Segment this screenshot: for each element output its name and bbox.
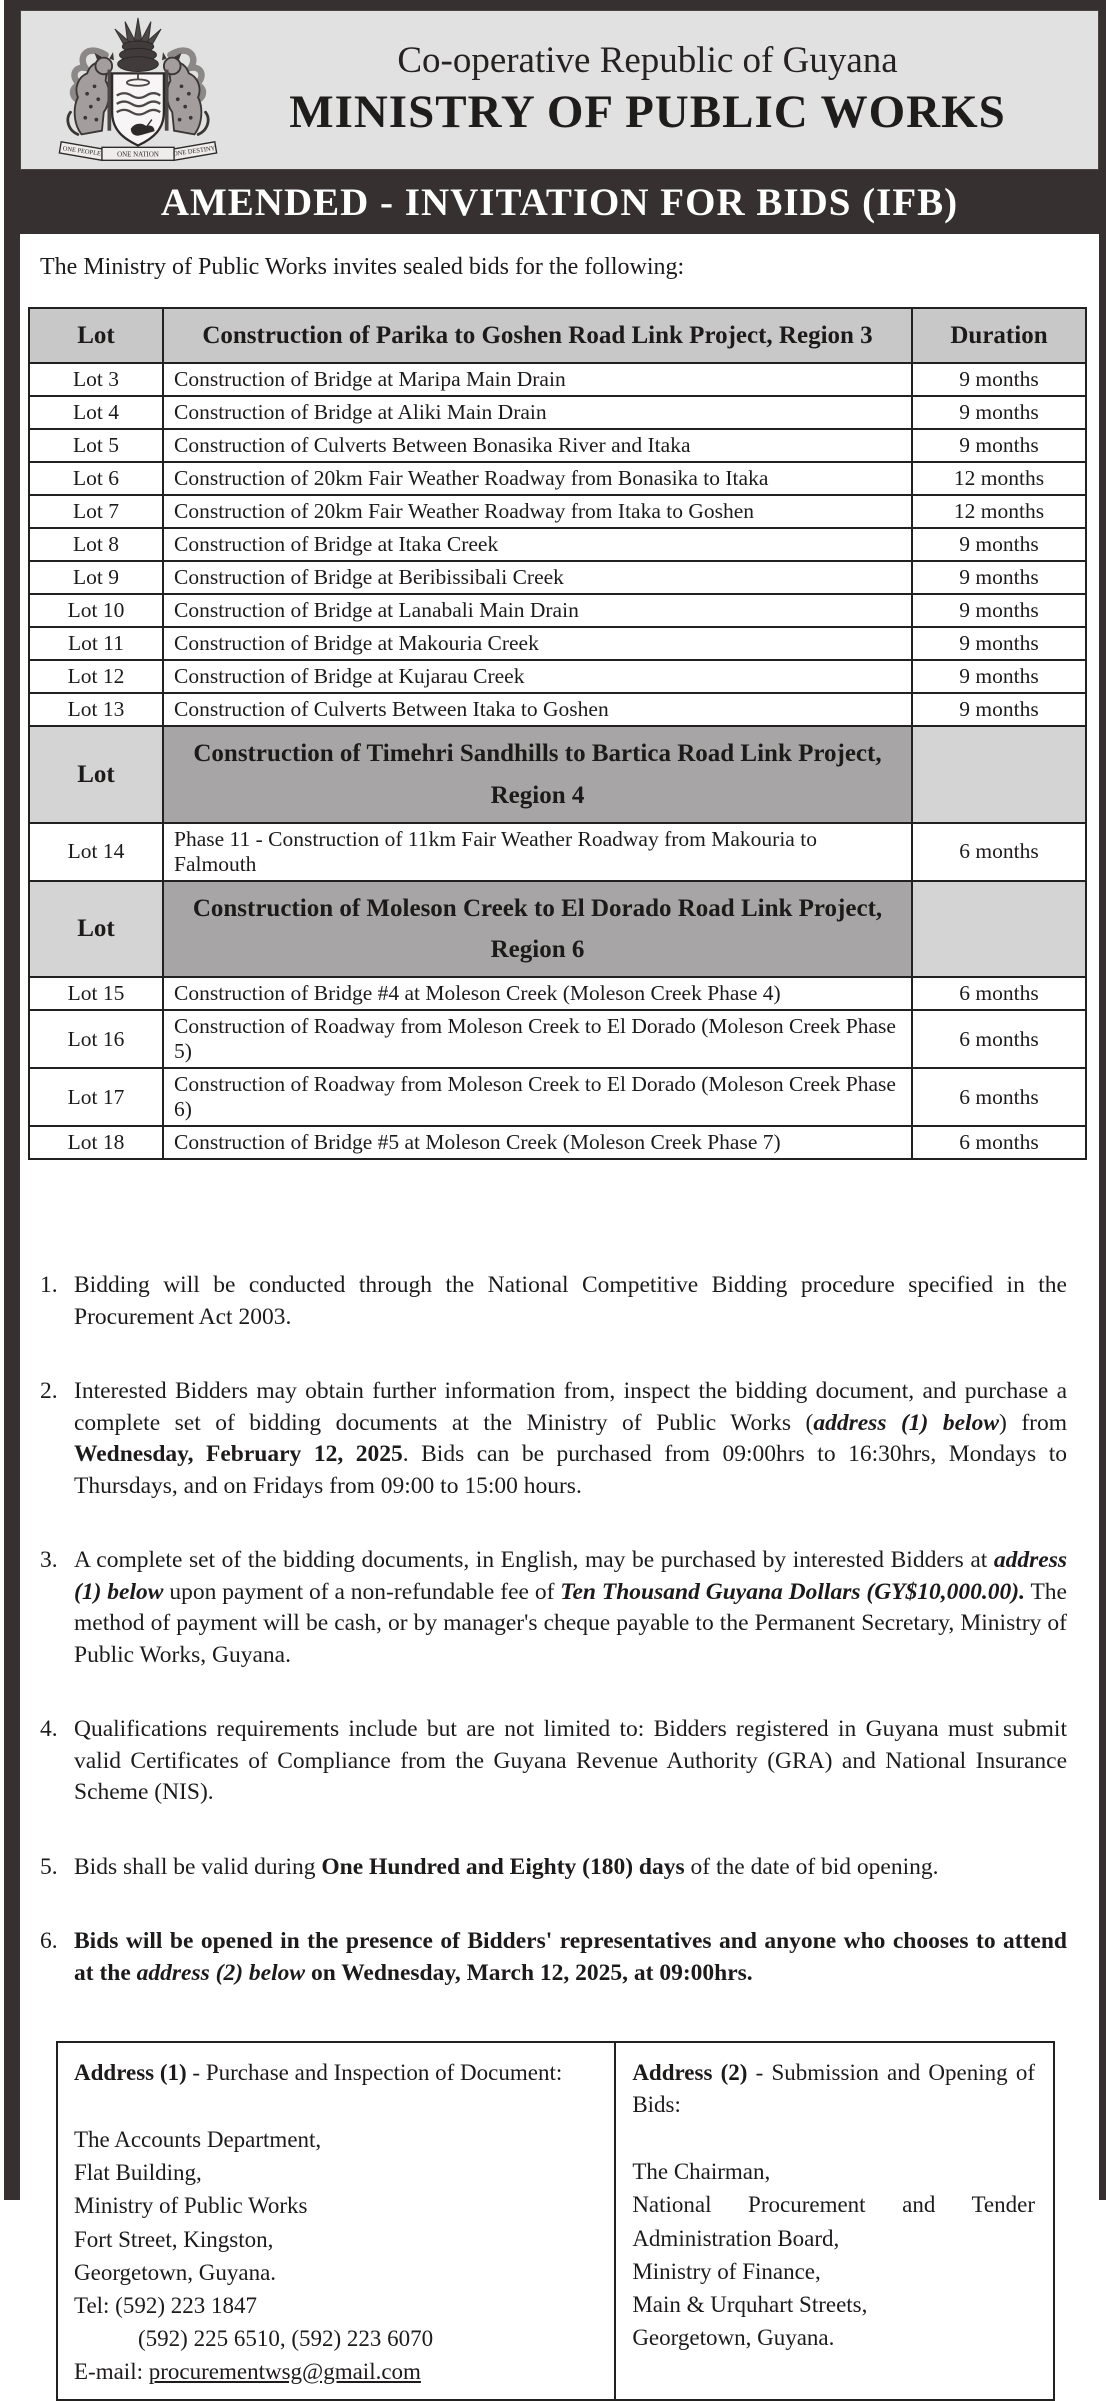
paragraph-text <box>74 1545 1067 1671</box>
lot-cell: Lot 6 <box>29 462 163 495</box>
duration-cell: 9 months <box>912 594 1086 627</box>
duration-cell: 9 months <box>912 363 1086 396</box>
ifb-banner-title: AMENDED - INVITATION FOR BIDS (IFB) <box>160 180 959 224</box>
email-label: E-mail: <box>74 2358 149 2384</box>
section-title-cell: Construction of Timehri Sandhills to Bartica Road Link Project, Region 4 <box>163 726 912 823</box>
address1-title-rest: - Purchase and Inspection of Document: <box>186 2060 563 2085</box>
section-header-row <box>29 308 1086 363</box>
lot-cell: Lot 10 <box>29 594 163 627</box>
address-table-row <box>57 2042 1054 2400</box>
text-run: on Wednesday, March 12, 2025, at 09:00hrs. <box>305 1959 753 1986</box>
duration-header-cell <box>912 726 1086 823</box>
text-run: address (2) below <box>136 1959 306 1986</box>
text-run: of the date of bid opening. <box>684 1853 939 1880</box>
paragraph-number: 2. <box>40 1378 58 1405</box>
address1-title <box>74 2057 596 2089</box>
description-cell: Construction of Bridge at Lanabali Main Drain <box>163 594 912 627</box>
address-line: Georgetown, Guyana. <box>632 2324 835 2350</box>
lot-row <box>29 462 1086 495</box>
paragraph-list <box>40 1270 1067 1989</box>
section-header-row <box>29 726 1086 823</box>
address-line: Tel: (592) 223 1847 <box>74 2292 258 2318</box>
address2-lines <box>632 2155 1035 2354</box>
duration-cell: 9 months <box>912 561 1086 594</box>
duration-cell: 9 months <box>912 396 1086 429</box>
text-run: Bidding will be conducted through the National Competitive Bidding procedure specified in the Procurement Act 2003. <box>74 1272 1067 1330</box>
lot-cell: Lot 4 <box>29 396 163 429</box>
address-line: The Chairman, <box>632 2159 771 2185</box>
lot-cell: Lot 13 <box>29 693 163 726</box>
description-cell: Construction of Bridge #5 at Moleson Creek (Moleson Creek Phase 7) <box>163 1126 912 1159</box>
lot-row <box>29 660 1086 693</box>
address1-email-line <box>74 2355 596 2390</box>
section-title-cell: Construction of Parika to Goshen Road Link Project, Region 3 <box>163 308 912 363</box>
text-run: ) from <box>999 1409 1068 1436</box>
description-cell: Construction of Culverts Between Bonasika River and Itaka <box>163 429 912 462</box>
lot-header-cell: Lot <box>29 726 163 823</box>
text-run: address (1) below <box>813 1409 999 1436</box>
lot-cell: Lot 3 <box>29 363 163 396</box>
lot-cell: Lot 5 <box>29 429 163 462</box>
lot-row <box>29 363 1086 396</box>
address-line: Ministry of Public Works <box>74 2193 308 2219</box>
text-run: Interested Bidders may obtain further information from, inspect the bidding document, and purchase a complete set of bidding documents at the Ministry of Public Works ( <box>74 1378 1067 1436</box>
text-run: Bids shall be valid during <box>74 1853 322 1880</box>
lot-row <box>29 977 1086 1010</box>
duration-cell: 12 months <box>912 462 1086 495</box>
text-run: One Hundred and Eighty (180) days <box>321 1853 685 1880</box>
paragraph-text <box>74 1926 1067 1989</box>
lot-row <box>29 528 1086 561</box>
duration-cell: 9 months <box>912 693 1086 726</box>
lot-row <box>29 495 1086 528</box>
text-run: . Bids can be purchased from 09:00hrs to 16:30hrs, Mondays to Thursdays, and on Fridays from 09:00 to 15:00 hours. <box>74 1441 1067 1499</box>
email-link[interactable]: procurementwsg@gmail.com <box>148 2358 421 2384</box>
address2-title <box>632 2057 1035 2121</box>
paragraph-number: 4. <box>40 1716 58 1743</box>
section-title-cell: Construction of Moleson Creek to El Dorado Road Link Project, Region 6 <box>163 881 912 978</box>
description-cell: Construction of Bridge at Itaka Creek <box>163 528 912 561</box>
address1-lines <box>74 2123 596 2322</box>
text-run: The method of payment will be cash, or by manager's cheque payable to the Permanent Secretary, Ministry of Public Works, Guyana. <box>74 1578 1067 1668</box>
paragraph-number: 5. <box>40 1853 58 1880</box>
lot-row <box>29 429 1086 462</box>
paragraph-text <box>74 1852 1067 1883</box>
lot-row <box>29 693 1086 726</box>
text-run: Ten Thousand Guyana Dollars (GY$10,000.00). <box>560 1578 1025 1605</box>
lot-row <box>29 627 1086 660</box>
description-cell: Construction of 20km Fair Weather Roadway from Itaka to Goshen <box>163 495 912 528</box>
text-run: Qualifications requirements include but are not limited to: Bidders registered in Guyana must submit valid Certificates of Compliance from the Guyana Revenue Authority (GRA) and National Insurance Scheme (NIS). <box>74 1716 1067 1806</box>
address-line: Flat Building, <box>74 2160 202 2186</box>
duration-cell: 12 months <box>912 495 1086 528</box>
numbered-paragraph <box>40 1270 1067 1333</box>
duration-cell: 6 months <box>912 1068 1086 1126</box>
paragraph-number: 6. <box>40 1928 58 1955</box>
paragraph-number: 3. <box>40 1547 58 1574</box>
address-line: The Accounts Department, <box>74 2127 322 2153</box>
duration-header-cell <box>912 881 1086 978</box>
lot-cell: Lot 14 <box>29 823 163 881</box>
document-header <box>20 10 1099 170</box>
paragraph-text <box>74 1714 1067 1808</box>
description-cell: Construction of Roadway from Moleson Creek to El Dorado (Moleson Creek Phase 5) <box>163 1010 912 1068</box>
lot-cell: Lot 9 <box>29 561 163 594</box>
duration-cell: 6 months <box>912 1126 1086 1159</box>
lot-header-cell: Lot <box>29 308 163 363</box>
numbered-paragraph <box>40 1545 1067 1671</box>
address-table <box>56 2041 1055 2401</box>
ministry-title: MINISTRY OF PUBLIC WORKS <box>289 86 1006 139</box>
address2-cell <box>615 2042 1054 2400</box>
address2-label: Address (2) <box>632 2060 748 2085</box>
guyana-coat-of-arms-icon <box>49 16 227 164</box>
description-cell: Construction of 20km Fair Weather Roadway from Bonasika to Itaka <box>163 462 912 495</box>
duration-cell: 9 months <box>912 528 1086 561</box>
motto-one-people: ONE PEOPLE <box>62 145 102 158</box>
lot-cell: Lot 18 <box>29 1126 163 1159</box>
lot-cell: Lot 7 <box>29 495 163 528</box>
description-cell: Construction of Bridge at Maripa Main Drain <box>163 363 912 396</box>
address-line: Ministry of Finance, <box>632 2258 821 2284</box>
lot-row <box>29 1068 1086 1126</box>
motto-one-nation: ONE NATION <box>117 151 159 159</box>
lot-header-cell: Lot <box>29 881 163 978</box>
description-cell: Construction of Bridge at Kujarau Creek <box>163 660 912 693</box>
lot-row <box>29 1126 1086 1159</box>
description-cell: Construction of Bridge at Beribissibali Creek <box>163 561 912 594</box>
text-run: address (1) below <box>74 1547 1067 1605</box>
numbered-paragraph <box>40 1852 1067 1883</box>
description-cell: Construction of Bridge #4 at Moleson Creek (Moleson Creek Phase 4) <box>163 977 912 1010</box>
header-text <box>227 41 1098 140</box>
description-cell: Construction of Culverts Between Itaka to Goshen <box>163 693 912 726</box>
address-line: Fort Street, Kingston, <box>74 2226 274 2252</box>
numbered-paragraph <box>40 1376 1067 1502</box>
numbered-paragraph <box>40 1926 1067 1989</box>
lot-cell: Lot 17 <box>29 1068 163 1126</box>
document-content <box>20 234 1099 2401</box>
address1-label: Address (1) <box>74 2060 187 2085</box>
paragraph-text <box>74 1270 1067 1333</box>
lot-row <box>29 594 1086 627</box>
lots-table-body <box>29 308 1086 1159</box>
description-cell: Construction of Bridge at Aliki Main Drain <box>163 396 912 429</box>
description-cell: Construction of Bridge at Makouria Creek <box>163 627 912 660</box>
text-run: A complete set of the bidding documents, in English, may be purchased by interested Bidders at <box>74 1547 994 1574</box>
lot-row <box>29 1010 1086 1068</box>
duration-cell: 6 months <box>912 823 1086 881</box>
description-cell: Construction of Roadway from Moleson Creek to El Dorado (Moleson Creek Phase 6) <box>163 1068 912 1126</box>
duration-cell: 6 months <box>912 977 1086 1010</box>
address1-cell <box>57 2042 615 2400</box>
address-line: Main & Urquhart Streets, <box>632 2291 868 2317</box>
lot-cell: Lot 15 <box>29 977 163 1010</box>
lot-cell: Lot 11 <box>29 627 163 660</box>
lot-row <box>29 823 1086 881</box>
address-line: Georgetown, Guyana. <box>74 2259 277 2285</box>
duration-header-cell: Duration <box>912 308 1086 363</box>
address2-title-rest: - Submission and Opening of Bids: <box>632 2060 1035 2118</box>
duration-cell: 9 months <box>912 660 1086 693</box>
address1-tel2: (592) 225 6510, (592) 223 6070 <box>138 2325 434 2351</box>
country-title: Co-operative Republic of Guyana <box>397 39 898 81</box>
duration-cell: 9 months <box>912 429 1086 462</box>
duration-cell: 9 months <box>912 627 1086 660</box>
lot-row <box>29 396 1086 429</box>
lots-table <box>28 307 1087 1160</box>
intro-text: The Ministry of Public Works invites sealed bids for the following: <box>40 254 685 280</box>
section-header-row <box>29 881 1086 978</box>
text-run: upon payment of a non-refundable fee of <box>163 1578 561 1605</box>
numbered-paragraph <box>40 1714 1067 1808</box>
paragraph-number: 1. <box>40 1272 58 1299</box>
description-cell: Phase 11 - Construction of 11km Fair Weather Roadway from Makouria to Falmouth <box>163 823 912 881</box>
lot-cell: Lot 16 <box>29 1010 163 1068</box>
lot-row <box>29 561 1086 594</box>
text-run: Bids will be opened in the presence of Bidders' representatives and anyone who chooses to attend at the <box>74 1928 1067 1986</box>
duration-cell: 6 months <box>912 1010 1086 1068</box>
paragraph-text <box>74 1376 1067 1502</box>
text-run: Wednesday, February 12, 2025 <box>74 1441 403 1468</box>
address-line: National Procurement and Tender Administration Board, <box>632 2192 1035 2251</box>
lot-cell: Lot 8 <box>29 528 163 561</box>
lot-cell: Lot 12 <box>29 660 163 693</box>
motto-one-destiny: ONE DESTINY <box>172 144 216 158</box>
